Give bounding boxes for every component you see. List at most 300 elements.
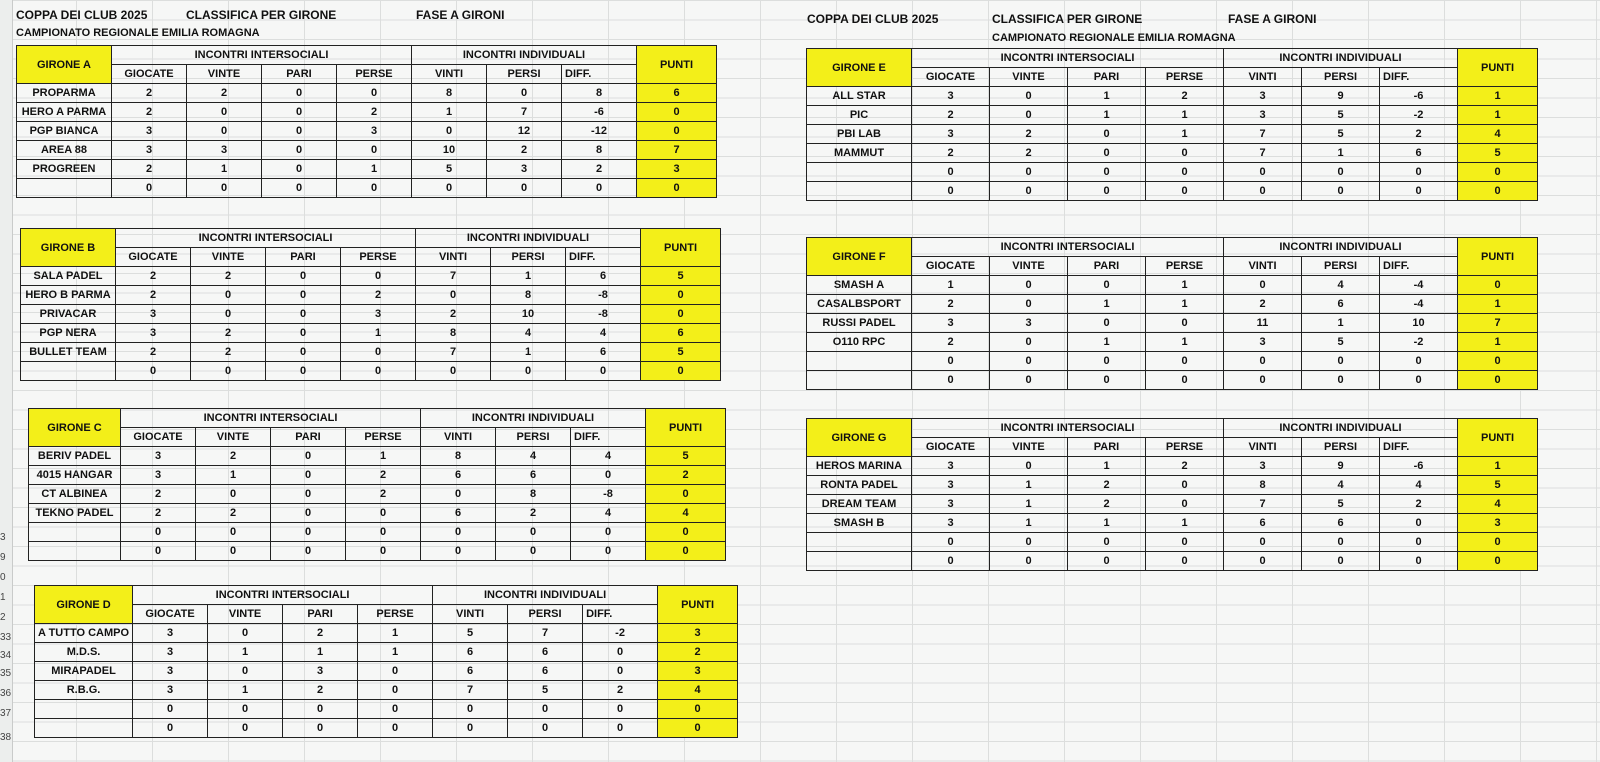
giocate-column-header[interactable]: GIOCATE [112,65,187,84]
persi-column-header[interactable]: PERSI [496,428,571,447]
team-name-cell[interactable]: ALL STAR [807,87,912,106]
cell[interactable]: 10 [491,305,566,324]
cell[interactable]: 0 [487,84,562,103]
cell[interactable]: 0 [262,179,337,198]
cell[interactable]: 7 [508,624,583,643]
cell[interactable]: 1 [196,466,271,485]
cell[interactable]: 1 [1068,87,1146,106]
individuali-header[interactable]: INCONTRI INDIVIDUALI [1224,238,1458,257]
cell[interactable]: 0 [266,305,341,324]
giocate-column-header[interactable]: GIOCATE [116,248,191,267]
cell[interactable]: 2 [116,267,191,286]
cell[interactable]: 0 [1380,352,1458,371]
cell[interactable]: 7 [433,681,508,700]
points-cell[interactable]: 7 [637,141,717,160]
cell[interactable]: 8 [496,485,571,504]
pari-column-header[interactable]: PARI [271,428,346,447]
giocate-column-header[interactable]: GIOCATE [912,257,990,276]
team-name-cell[interactable] [807,163,912,182]
points-cell[interactable]: 5 [641,343,721,362]
perse-column-header[interactable]: PERSE [1146,68,1224,87]
team-name-cell[interactable]: RONTA PADEL [807,476,912,495]
cell[interactable]: 3 [341,305,416,324]
vinte-column-header[interactable]: VINTE [990,257,1068,276]
row-number[interactable]: 38 [0,732,12,743]
cell[interactable]: 0 [341,267,416,286]
diff-column-header[interactable]: DIFF. [1380,68,1458,87]
points-cell[interactable]: 0 [1458,276,1538,295]
cell[interactable]: 0 [583,643,658,662]
team-name-cell[interactable]: PROPARMA [17,84,112,103]
cell[interactable]: 2 [912,295,990,314]
cell[interactable]: 6 [433,643,508,662]
cell[interactable]: 0 [1224,552,1302,571]
team-name-cell[interactable]: PGP BIANCA [17,122,112,141]
cell[interactable]: 5 [412,160,487,179]
vinti-column-header[interactable]: VINTI [421,428,496,447]
cell[interactable]: -4 [1380,295,1458,314]
team-name-cell[interactable]: O110 RPC [807,333,912,352]
cell[interactable]: 4 [1380,476,1458,495]
cell[interactable]: 2 [196,504,271,523]
cell[interactable]: 0 [208,662,283,681]
cell[interactable]: 0 [1380,163,1458,182]
cell[interactable]: 0 [266,286,341,305]
punti-header[interactable]: PUNTI [646,409,726,447]
points-cell[interactable]: 3 [1458,514,1538,533]
cell[interactable]: 3 [990,314,1068,333]
giocate-column-header[interactable]: GIOCATE [133,605,208,624]
vinti-column-header[interactable]: VINTI [433,605,508,624]
cell[interactable]: 0 [1224,163,1302,182]
row-number[interactable]: 3 [0,532,6,543]
cell[interactable]: 3 [1224,106,1302,125]
cell[interactable]: 8 [421,447,496,466]
cell[interactable]: 0 [262,122,337,141]
cell[interactable]: 1 [1146,514,1224,533]
row-number[interactable]: 1 [0,592,6,603]
cell[interactable]: 3 [116,305,191,324]
cell[interactable]: 4 [1302,276,1380,295]
perse-column-header[interactable]: PERSE [358,605,433,624]
team-name-cell[interactable] [29,523,121,542]
cell[interactable]: 3 [133,643,208,662]
persi-column-header[interactable]: PERSI [491,248,566,267]
cell[interactable]: 0 [1302,533,1380,552]
row-number[interactable]: 0 [0,572,6,583]
cell[interactable]: 6 [566,343,641,362]
cell[interactable]: 3 [337,122,412,141]
cell[interactable]: 3 [116,324,191,343]
team-name-cell[interactable]: MAMMUT [807,144,912,163]
points-cell[interactable]: 0 [637,103,717,122]
cell[interactable]: 2 [487,141,562,160]
cell[interactable]: 3 [133,624,208,643]
pari-column-header[interactable]: PARI [1068,68,1146,87]
row-number[interactable]: 9 [0,552,6,563]
cell[interactable]: 0 [1068,552,1146,571]
cell[interactable]: 0 [337,141,412,160]
cell[interactable]: 0 [208,624,283,643]
punti-header[interactable]: PUNTI [658,586,738,624]
cell[interactable]: 1 [337,160,412,179]
cell[interactable]: 0 [990,182,1068,201]
cell[interactable]: 1 [1068,295,1146,314]
team-name-cell[interactable] [21,362,116,381]
cell[interactable]: 0 [346,504,421,523]
team-name-cell[interactable]: DREAM TEAM [807,495,912,514]
cell[interactable]: 0 [1302,163,1380,182]
cell[interactable]: 3 [121,447,196,466]
cell[interactable]: 4 [566,324,641,343]
cell[interactable]: 0 [191,362,266,381]
cell[interactable]: 0 [496,542,571,561]
pari-column-header[interactable]: PARI [262,65,337,84]
vinti-column-header[interactable]: VINTI [1224,68,1302,87]
team-name-cell[interactable]: CT ALBINEA [29,485,121,504]
individuali-header[interactable]: INCONTRI INDIVIDUALI [1224,419,1458,438]
cell[interactable]: 1 [1146,276,1224,295]
cell[interactable]: 0 [121,542,196,561]
cell[interactable]: 0 [187,179,262,198]
cell[interactable]: 0 [121,523,196,542]
cell[interactable]: 0 [358,719,433,738]
cell[interactable]: 7 [487,103,562,122]
persi-column-header[interactable]: PERSI [1302,438,1380,457]
cell[interactable]: 0 [358,681,433,700]
cell[interactable]: 2 [283,681,358,700]
cell[interactable]: 0 [1146,371,1224,390]
perse-column-header[interactable]: PERSE [1146,438,1224,457]
cell[interactable]: 3 [1224,457,1302,476]
points-cell[interactable]: 0 [646,485,726,504]
cell[interactable]: 1 [412,103,487,122]
punti-header[interactable]: PUNTI [641,229,721,267]
cell[interactable]: 8 [412,84,487,103]
perse-column-header[interactable]: PERSE [346,428,421,447]
intersociali-header[interactable]: INCONTRI INTERSOCIALI [912,419,1224,438]
punti-header[interactable]: PUNTI [1458,419,1538,457]
group-title[interactable]: GIRONE F [807,238,912,276]
cell[interactable]: -2 [583,624,658,643]
team-name-cell[interactable]: PIC [807,106,912,125]
cell[interactable]: 0 [133,719,208,738]
team-name-cell[interactable]: 4015 HANGAR [29,466,121,485]
points-cell[interactable]: 0 [646,523,726,542]
cell[interactable]: 0 [583,700,658,719]
cell[interactable]: 2 [112,160,187,179]
team-name-cell[interactable]: BULLET TEAM [21,343,116,362]
points-cell[interactable]: 4 [646,504,726,523]
team-name-cell[interactable] [35,719,133,738]
cell[interactable]: 7 [1224,495,1302,514]
cell[interactable]: 0 [416,362,491,381]
cell[interactable]: 6 [1302,514,1380,533]
team-name-cell[interactable]: SALA PADEL [21,267,116,286]
cell[interactable]: 0 [571,466,646,485]
group-title[interactable]: GIRONE E [807,49,912,87]
cell[interactable]: 2 [1146,457,1224,476]
cell[interactable]: 3 [912,476,990,495]
cell[interactable]: -2 [1380,333,1458,352]
cell[interactable]: 8 [1224,476,1302,495]
cell[interactable]: 0 [1068,533,1146,552]
cell[interactable]: 4 [496,447,571,466]
cell[interactable]: 0 [1146,476,1224,495]
team-name-cell[interactable]: A TUTTO CAMPO [35,624,133,643]
persi-column-header[interactable]: PERSI [508,605,583,624]
points-cell[interactable]: 4 [1458,495,1538,514]
row-number[interactable]: 37 [0,708,12,719]
punti-header[interactable]: PUNTI [1458,49,1538,87]
team-name-cell[interactable]: PGP NERA [21,324,116,343]
cell[interactable]: 0 [196,542,271,561]
cell[interactable]: 8 [562,141,637,160]
team-name-cell[interactable]: SMASH B [807,514,912,533]
perse-column-header[interactable]: PERSE [1146,257,1224,276]
cell[interactable]: 0 [262,141,337,160]
team-name-cell[interactable] [807,352,912,371]
group-title[interactable]: GIRONE A [17,46,112,84]
team-name-cell[interactable]: PRIVACAR [21,305,116,324]
cell[interactable]: 8 [562,84,637,103]
diff-column-header[interactable]: DIFF. [571,428,646,447]
cell[interactable]: 1 [990,514,1068,533]
team-name-cell[interactable]: PROGREEN [17,160,112,179]
cell[interactable]: 9 [1302,87,1380,106]
cell[interactable]: 0 [990,333,1068,352]
cell[interactable]: 3 [1224,87,1302,106]
points-cell[interactable]: 5 [1458,144,1538,163]
cell[interactable]: 0 [912,533,990,552]
cell[interactable]: 2 [283,624,358,643]
cell[interactable]: 0 [487,179,562,198]
cell[interactable]: 2 [337,103,412,122]
cell[interactable]: 7 [1224,144,1302,163]
cell[interactable]: 0 [433,700,508,719]
points-cell[interactable]: 1 [1458,295,1538,314]
points-cell[interactable]: 0 [1458,533,1538,552]
cell[interactable]: 0 [571,523,646,542]
points-cell[interactable]: 0 [641,362,721,381]
cell[interactable]: 0 [271,542,346,561]
points-cell[interactable]: 5 [641,267,721,286]
giocate-column-header[interactable]: GIOCATE [912,438,990,457]
cell[interactable]: 8 [491,286,566,305]
cell[interactable]: 5 [433,624,508,643]
cell[interactable]: 0 [1068,182,1146,201]
cell[interactable]: 3 [912,514,990,533]
cell[interactable]: 0 [1380,514,1458,533]
cell[interactable]: 1 [1146,106,1224,125]
diff-column-header[interactable]: DIFF. [1380,257,1458,276]
cell[interactable]: 0 [1068,371,1146,390]
cell[interactable]: 6 [421,466,496,485]
cell[interactable]: 0 [262,103,337,122]
cell[interactable]: 0 [266,362,341,381]
points-cell[interactable]: 0 [658,700,738,719]
cell[interactable]: 0 [358,662,433,681]
cell[interactable]: 0 [491,362,566,381]
cell[interactable]: 0 [990,371,1068,390]
cell[interactable]: 6 [1302,295,1380,314]
row-number[interactable]: 33 [0,632,12,643]
cell[interactable]: 2 [187,84,262,103]
cell[interactable]: 0 [1224,182,1302,201]
cell[interactable]: 1 [208,643,283,662]
cell[interactable]: -6 [1380,457,1458,476]
team-name-cell[interactable]: M.D.S. [35,643,133,662]
cell[interactable]: 0 [912,552,990,571]
group-title[interactable]: GIRONE C [29,409,121,447]
vinti-column-header[interactable]: VINTI [412,65,487,84]
points-cell[interactable]: 0 [1458,352,1538,371]
cell[interactable]: 0 [1224,276,1302,295]
cell[interactable]: 0 [266,343,341,362]
cell[interactable]: 1 [1146,295,1224,314]
row-number[interactable]: 35 [0,668,12,679]
cell[interactable]: 1 [358,643,433,662]
cell[interactable]: 0 [196,485,271,504]
cell[interactable]: 1 [341,324,416,343]
cell[interactable]: 1 [1068,514,1146,533]
diff-column-header[interactable]: DIFF. [583,605,658,624]
cell[interactable]: 3 [133,681,208,700]
cell[interactable]: 0 [508,700,583,719]
cell[interactable]: 0 [191,286,266,305]
cell[interactable]: 0 [271,485,346,504]
cell[interactable]: 0 [1302,352,1380,371]
points-cell[interactable]: 0 [1458,163,1538,182]
cell[interactable]: 2 [1068,495,1146,514]
vinte-column-header[interactable]: VINTE [990,68,1068,87]
cell[interactable]: 0 [112,179,187,198]
cell[interactable]: 4 [571,447,646,466]
cell[interactable]: 2 [912,144,990,163]
cell[interactable]: 0 [912,182,990,201]
individuali-header[interactable]: INCONTRI INDIVIDUALI [412,46,637,65]
cell[interactable]: 2 [1224,295,1302,314]
team-name-cell[interactable] [807,552,912,571]
cell[interactable]: 0 [1302,552,1380,571]
punti-header[interactable]: PUNTI [637,46,717,84]
cell[interactable]: 6 [421,504,496,523]
cell[interactable]: 0 [912,163,990,182]
cell[interactable]: 0 [583,662,658,681]
group-title[interactable]: GIRONE D [35,586,133,624]
cell[interactable]: 0 [990,276,1068,295]
cell[interactable]: 6 [496,466,571,485]
cell[interactable]: 0 [346,523,421,542]
group-title[interactable]: GIRONE B [21,229,116,267]
intersociali-header[interactable]: INCONTRI INTERSOCIALI [133,586,433,605]
individuali-header[interactable]: INCONTRI INDIVIDUALI [433,586,658,605]
cell[interactable]: 1 [1146,125,1224,144]
intersociali-header[interactable]: INCONTRI INTERSOCIALI [912,49,1224,68]
cell[interactable]: 0 [262,84,337,103]
team-name-cell[interactable]: MIRAPADEL [35,662,133,681]
team-name-cell[interactable]: RUSSI PADEL [807,314,912,333]
row-number[interactable]: 2 [0,612,6,623]
cell[interactable]: 0 [1146,552,1224,571]
cell[interactable]: 1 [1068,457,1146,476]
diff-column-header[interactable]: DIFF. [566,248,641,267]
team-name-cell[interactable] [807,533,912,552]
points-cell[interactable]: 2 [646,466,726,485]
team-name-cell[interactable] [29,542,121,561]
cell[interactable]: 11 [1224,314,1302,333]
team-name-cell[interactable]: HERO A PARMA [17,103,112,122]
cell[interactable]: 2 [112,84,187,103]
cell[interactable]: 0 [416,286,491,305]
cell[interactable]: 0 [266,267,341,286]
cell[interactable]: 0 [271,523,346,542]
cell[interactable]: 1 [283,643,358,662]
cell[interactable]: 2 [346,466,421,485]
team-name-cell[interactable]: BERIV PADEL [29,447,121,466]
persi-column-header[interactable]: PERSI [1302,68,1380,87]
cell[interactable]: 2 [990,144,1068,163]
cell[interactable]: 2 [116,286,191,305]
cell[interactable]: 2 [416,305,491,324]
cell[interactable]: 1 [491,267,566,286]
vinte-column-header[interactable]: VINTE [196,428,271,447]
cell[interactable]: 2 [191,267,266,286]
cell[interactable]: 3 [133,662,208,681]
cell[interactable]: 0 [266,324,341,343]
points-cell[interactable]: 5 [646,447,726,466]
cell[interactable]: 2 [990,125,1068,144]
pari-column-header[interactable]: PARI [1068,257,1146,276]
cell[interactable]: 0 [990,457,1068,476]
cell[interactable]: 0 [990,87,1068,106]
team-name-cell[interactable] [807,371,912,390]
cell[interactable]: 0 [187,103,262,122]
cell[interactable]: 12 [487,122,562,141]
cell[interactable]: 0 [566,362,641,381]
cell[interactable]: 4 [571,504,646,523]
punti-header[interactable]: PUNTI [1458,238,1538,276]
cell[interactable]: 2 [912,333,990,352]
cell[interactable]: 0 [271,504,346,523]
cell[interactable]: 2 [121,504,196,523]
cell[interactable]: 0 [1146,314,1224,333]
perse-column-header[interactable]: PERSE [341,248,416,267]
cell[interactable]: 0 [283,719,358,738]
row-number[interactable]: 34 [0,650,12,661]
cell[interactable]: 1 [491,343,566,362]
cell[interactable]: 5 [1302,106,1380,125]
points-cell[interactable]: 0 [658,719,738,738]
cell[interactable]: 0 [1146,182,1224,201]
cell[interactable]: 6 [1224,514,1302,533]
vinte-column-header[interactable]: VINTE [990,438,1068,457]
cell[interactable]: 5 [1302,125,1380,144]
cell[interactable]: 3 [121,466,196,485]
cell[interactable]: 0 [1068,125,1146,144]
team-name-cell[interactable] [807,182,912,201]
cell[interactable]: -8 [566,305,641,324]
cell[interactable]: 6 [1380,144,1458,163]
cell[interactable]: 2 [346,485,421,504]
cell[interactable]: 0 [412,122,487,141]
cell[interactable]: 0 [1146,144,1224,163]
individuali-header[interactable]: INCONTRI INDIVIDUALI [421,409,646,428]
points-cell[interactable]: 0 [641,286,721,305]
cell[interactable]: 0 [1068,163,1146,182]
cell[interactable]: 1 [990,495,1068,514]
cell[interactable]: 0 [116,362,191,381]
